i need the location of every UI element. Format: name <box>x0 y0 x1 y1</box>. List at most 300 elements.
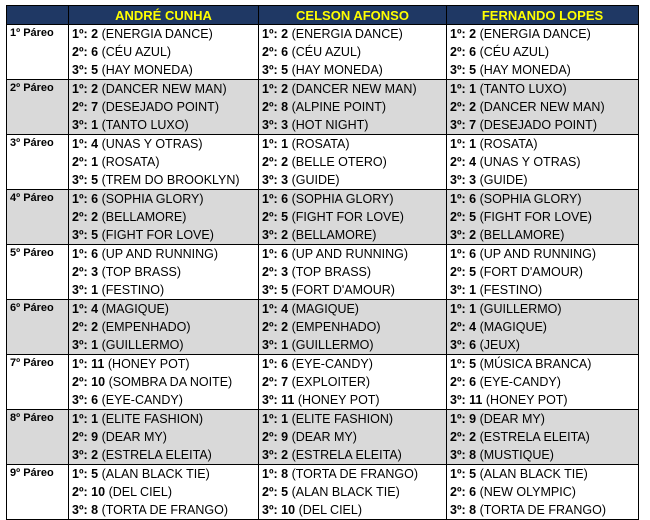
pick-horse-name: (DESEJADO POINT) <box>479 118 597 132</box>
pick-number: 10 <box>281 503 296 517</box>
pick-horse-name: (DEAR MY) <box>101 430 167 444</box>
pick-position: 1º: <box>262 357 278 371</box>
pick-position: 2º: <box>262 155 278 169</box>
pick-line <box>72 263 258 281</box>
pick-horse-name: (ROSATA) <box>291 137 350 151</box>
pick-line <box>450 190 638 208</box>
pick-number: 9 <box>469 412 477 426</box>
pick-number: 11 <box>281 393 295 407</box>
pick-position: 2º: <box>72 430 88 444</box>
pick-position: 3º: <box>262 228 278 242</box>
race-label: 2º Páreo <box>7 80 69 135</box>
pick-number: 10 <box>91 485 106 499</box>
pick-horse-name: (HOT NIGHT) <box>291 118 369 132</box>
pick-horse-name: (UP AND RUNNING) <box>479 247 597 261</box>
pick-horse-name: (TANTO LUXO) <box>479 82 567 96</box>
pick-horse-name: (FESTINO) <box>479 283 543 297</box>
pick-horse-name: (ENERGIA DANCE) <box>479 27 591 41</box>
pick-number: 2 <box>469 430 477 444</box>
pick-number: 2 <box>91 82 99 96</box>
pick-number: 11 <box>469 393 483 407</box>
table-row <box>7 355 639 410</box>
table-body <box>7 25 639 520</box>
header-celson-afonso: CELSON AFONSO <box>259 6 447 25</box>
pick-number: 7 <box>281 375 289 389</box>
pick-horse-name: (FIGHT FOR LOVE) <box>479 210 592 224</box>
pick-position: 1º: <box>72 412 88 426</box>
picks-table-wrapper <box>6 5 639 520</box>
pick-position: 1º: <box>262 247 278 261</box>
pick-position: 3º: <box>262 393 278 407</box>
pick-line <box>450 446 638 464</box>
pick-line <box>450 135 638 153</box>
pick-line <box>450 80 638 98</box>
pick-number: 3 <box>281 265 289 279</box>
pick-position: 1º: <box>450 192 466 206</box>
pick-position: 1º: <box>262 192 278 206</box>
pick-horse-name: (ENERGIA DANCE) <box>291 27 403 41</box>
pick-horse-name: (EYE-CANDY) <box>101 393 183 407</box>
pick-horse-name: (SOPHIA GLORY) <box>101 192 204 206</box>
pick-number: 8 <box>469 503 477 517</box>
pick-position: 2º: <box>450 210 466 224</box>
pick-horse-name: (BELLAMORE) <box>291 228 377 242</box>
pick-horse-name: (DANCER NEW MAN) <box>101 82 227 96</box>
pick-position: 1º: <box>262 467 278 481</box>
pick-horse-name: (FORT D'AMOUR) <box>291 283 395 297</box>
pick-line <box>262 336 446 354</box>
pick-line <box>450 25 638 43</box>
race-label: 3º Páreo <box>7 135 69 190</box>
race-label: 5º Páreo <box>7 245 69 300</box>
picks-cell <box>447 355 639 410</box>
pick-line <box>262 410 446 428</box>
pick-position: 1º: <box>450 82 466 96</box>
pick-position: 2º: <box>262 45 278 59</box>
picks-cell <box>259 25 447 80</box>
pick-line <box>450 428 638 446</box>
pick-line <box>72 410 258 428</box>
pick-number: 5 <box>281 283 289 297</box>
pick-position: 3º: <box>450 503 466 517</box>
pick-number: 9 <box>91 430 99 444</box>
pick-horse-name: (BELLE OTERO) <box>291 155 387 169</box>
pick-line <box>72 355 258 373</box>
pick-horse-name: (MAGIQUE) <box>101 302 169 316</box>
pick-line <box>450 208 638 226</box>
picks-cell <box>259 135 447 190</box>
pick-horse-name: (CÉU AZUL) <box>101 45 172 59</box>
table-row <box>7 135 639 190</box>
pick-line <box>262 226 446 244</box>
picks-cell <box>69 245 259 300</box>
header-fernando-lopes: FERNANDO LOPES <box>447 6 639 25</box>
pick-line <box>450 281 638 299</box>
pick-line <box>262 245 446 263</box>
pick-horse-name: (GUIDE) <box>479 173 528 187</box>
pick-position: 3º: <box>450 283 466 297</box>
pick-number: 5 <box>91 173 99 187</box>
pick-number: 5 <box>91 228 99 242</box>
pick-line <box>262 61 446 79</box>
pick-position: 2º: <box>72 265 88 279</box>
pick-line <box>72 501 258 519</box>
pick-number: 2 <box>281 82 289 96</box>
pick-number: 2 <box>469 228 477 242</box>
pick-number: 6 <box>469 45 477 59</box>
pick-number: 6 <box>469 485 477 499</box>
pick-position: 2º: <box>262 485 278 499</box>
picks-cell <box>447 25 639 80</box>
pick-horse-name: (FIGHT FOR LOVE) <box>101 228 214 242</box>
picks-cell <box>447 190 639 245</box>
pick-number: 4 <box>469 320 477 334</box>
pick-line <box>72 190 258 208</box>
pick-horse-name: (UNAS Y OTRAS) <box>479 155 581 169</box>
pick-number: 4 <box>91 137 99 151</box>
picks-cell <box>447 410 639 465</box>
picks-cell <box>69 80 259 135</box>
pick-position: 3º: <box>262 448 278 462</box>
pick-line <box>262 25 446 43</box>
pick-position: 3º: <box>262 63 278 77</box>
pick-horse-name: (ELITE FASHION) <box>101 412 204 426</box>
pick-line <box>450 226 638 244</box>
pick-horse-name: (HAY MONEDA) <box>479 63 571 77</box>
pick-position: 2º: <box>450 155 466 169</box>
pick-position: 3º: <box>72 338 88 352</box>
pick-number: 9 <box>281 430 289 444</box>
race-label: 1º Páreo <box>7 25 69 80</box>
pick-horse-name: (DANCER NEW MAN) <box>291 82 417 96</box>
pick-position: 2º: <box>450 375 466 389</box>
pick-horse-name: (DESEJADO POINT) <box>101 100 219 114</box>
pick-line <box>72 226 258 244</box>
pick-position: 2º: <box>72 155 88 169</box>
pick-line <box>262 300 446 318</box>
pick-position: 1º: <box>72 27 88 41</box>
pick-line <box>72 43 258 61</box>
pick-number: 1 <box>281 412 289 426</box>
pick-horse-name: (ESTRELA ELEITA) <box>479 430 590 444</box>
header-row <box>7 6 639 25</box>
pick-number: 1 <box>91 155 99 169</box>
pick-number: 6 <box>281 357 289 371</box>
pick-line <box>450 336 638 354</box>
pick-line <box>72 135 258 153</box>
pick-number: 2 <box>281 448 289 462</box>
pick-line <box>262 446 446 464</box>
pick-number: 1 <box>469 137 477 151</box>
pick-position: 2º: <box>450 430 466 444</box>
pick-line <box>262 465 446 483</box>
pick-position: 3º: <box>450 393 466 407</box>
pick-position: 2º: <box>262 430 278 444</box>
pick-number: 6 <box>469 338 477 352</box>
pick-number: 7 <box>469 118 477 132</box>
table-row <box>7 190 639 245</box>
pick-horse-name: (ALAN BLACK TIE) <box>101 467 210 481</box>
race-label: 8º Páreo <box>7 410 69 465</box>
pick-line <box>72 171 258 189</box>
pick-number: 8 <box>469 448 477 462</box>
pick-number: 2 <box>469 27 477 41</box>
pick-horse-name: (SOPHIA GLORY) <box>291 192 394 206</box>
pick-number: 5 <box>281 210 289 224</box>
picks-cell <box>69 410 259 465</box>
pick-position: 2º: <box>262 100 278 114</box>
pick-horse-name: (FIGHT FOR LOVE) <box>291 210 404 224</box>
pick-line <box>262 318 446 336</box>
pick-position: 1º: <box>450 247 466 261</box>
pick-line <box>72 153 258 171</box>
table-row <box>7 80 639 135</box>
pick-position: 2º: <box>262 210 278 224</box>
pick-line <box>72 336 258 354</box>
pick-horse-name: (NEW OLYMPIC) <box>479 485 576 499</box>
pick-horse-name: (DEAR MY) <box>479 412 545 426</box>
pick-position: 3º: <box>72 118 88 132</box>
picks-cell <box>69 355 259 410</box>
pick-position: 1º: <box>450 302 466 316</box>
pick-position: 1º: <box>72 247 88 261</box>
pick-position: 3º: <box>72 448 88 462</box>
pick-horse-name: (UP AND RUNNING) <box>291 247 409 261</box>
pick-horse-name: (MAGIQUE) <box>291 302 359 316</box>
pick-number: 4 <box>91 302 99 316</box>
pick-horse-name: (ROSATA) <box>479 137 538 151</box>
pick-line <box>72 245 258 263</box>
pick-horse-name: (DANCER NEW MAN) <box>479 100 605 114</box>
pick-horse-name: (HONEY POT) <box>485 393 568 407</box>
pick-line <box>450 465 638 483</box>
pick-line <box>450 98 638 116</box>
pick-line <box>72 483 258 501</box>
header-andre-cunha: ANDRÉ CUNHA <box>69 6 259 25</box>
pick-number: 5 <box>469 63 477 77</box>
pick-position: 2º: <box>450 45 466 59</box>
pick-number: 6 <box>91 192 99 206</box>
pick-line <box>72 428 258 446</box>
picks-cell <box>259 410 447 465</box>
pick-number: 8 <box>91 503 99 517</box>
pick-number: 5 <box>469 210 477 224</box>
picks-cell <box>259 355 447 410</box>
pick-position: 1º: <box>72 82 88 96</box>
pick-line <box>262 501 446 519</box>
pick-line <box>450 318 638 336</box>
pick-number: 5 <box>91 467 99 481</box>
pick-line <box>262 190 446 208</box>
pick-line <box>262 483 446 501</box>
pick-horse-name: (ELITE FASHION) <box>291 412 394 426</box>
pick-number: 5 <box>281 63 289 77</box>
pick-horse-name: (DEAR MY) <box>291 430 357 444</box>
picks-cell <box>447 80 639 135</box>
pick-position: 1º: <box>72 357 88 371</box>
pick-horse-name: (ALAN BLACK TIE) <box>479 467 588 481</box>
pick-horse-name: (TOP BRASS) <box>291 265 372 279</box>
pick-position: 3º: <box>262 503 278 517</box>
pick-line <box>450 501 638 519</box>
pick-horse-name: (CÉU AZUL) <box>479 45 550 59</box>
pick-position: 3º: <box>72 228 88 242</box>
race-label: 9º Páreo <box>7 465 69 520</box>
pick-line <box>262 208 446 226</box>
pick-line <box>450 43 638 61</box>
pick-position: 3º: <box>262 173 278 187</box>
pick-horse-name: (EMPENHADO) <box>101 320 191 334</box>
pick-number: 1 <box>469 283 477 297</box>
pick-position: 2º: <box>262 320 278 334</box>
pick-position: 3º: <box>72 63 88 77</box>
pick-position: 3º: <box>450 173 466 187</box>
picks-cell <box>447 135 639 190</box>
pick-horse-name: (HONEY POT) <box>297 393 380 407</box>
table-row <box>7 25 639 80</box>
pick-number: 3 <box>281 118 289 132</box>
pick-position: 1º: <box>72 467 88 481</box>
pick-position: 1º: <box>450 357 466 371</box>
pick-position: 3º: <box>450 338 466 352</box>
pick-line <box>450 300 638 318</box>
pick-number: 8 <box>281 467 289 481</box>
pick-line <box>72 373 258 391</box>
pick-horse-name: (ENERGIA DANCE) <box>101 27 213 41</box>
pick-line <box>450 263 638 281</box>
pick-position: 1º: <box>262 302 278 316</box>
pick-line <box>450 483 638 501</box>
pick-line <box>72 98 258 116</box>
pick-horse-name: (TOP BRASS) <box>101 265 182 279</box>
pick-number: 2 <box>281 155 289 169</box>
pick-number: 6 <box>281 45 289 59</box>
pick-number: 6 <box>281 247 289 261</box>
pick-number: 8 <box>281 100 289 114</box>
picks-cell <box>69 135 259 190</box>
table-header <box>7 6 639 25</box>
pick-horse-name: (TANTO LUXO) <box>101 118 189 132</box>
pick-horse-name: (ROSATA) <box>101 155 160 169</box>
pick-horse-name: (FORT D'AMOUR) <box>479 265 583 279</box>
pick-horse-name: (UNAS Y OTRAS) <box>101 137 203 151</box>
pick-position: 1º: <box>450 137 466 151</box>
pick-line <box>72 391 258 409</box>
pick-horse-name: (TREM DO BROOKLYN) <box>101 173 240 187</box>
pick-line <box>72 281 258 299</box>
table-row <box>7 410 639 465</box>
pick-horse-name: (EXPLOITER) <box>291 375 371 389</box>
pick-line <box>262 153 446 171</box>
pick-line <box>262 373 446 391</box>
pick-line <box>262 80 446 98</box>
picks-cell <box>447 300 639 355</box>
pick-position: 3º: <box>72 283 88 297</box>
pick-position: 2º: <box>72 375 88 389</box>
pick-line <box>450 355 638 373</box>
pick-position: 1º: <box>72 137 88 151</box>
pick-line <box>262 43 446 61</box>
picks-cell <box>69 300 259 355</box>
pick-number: 4 <box>469 155 477 169</box>
pick-line <box>262 428 446 446</box>
pick-number: 3 <box>91 265 99 279</box>
pick-line <box>262 263 446 281</box>
pick-line <box>72 80 258 98</box>
pick-number: 6 <box>91 247 99 261</box>
pick-number: 2 <box>91 210 99 224</box>
pick-position: 3º: <box>262 338 278 352</box>
pick-horse-name: (GUILLERMO) <box>291 338 374 352</box>
pick-horse-name: (BELLAMORE) <box>479 228 565 242</box>
pick-position: 1º: <box>450 412 466 426</box>
pick-position: 2º: <box>450 100 466 114</box>
pick-position: 2º: <box>72 45 88 59</box>
pick-line <box>450 116 638 134</box>
pick-number: 6 <box>91 393 99 407</box>
pick-position: 2º: <box>450 485 466 499</box>
pick-horse-name: (HAY MONEDA) <box>101 63 193 77</box>
table-row <box>7 465 639 520</box>
pick-position: 1º: <box>450 467 466 481</box>
pick-horse-name: (UP AND RUNNING) <box>101 247 219 261</box>
pick-line <box>72 208 258 226</box>
pick-number: 2 <box>91 448 99 462</box>
pick-position: 2º: <box>72 485 88 499</box>
pick-line <box>262 135 446 153</box>
pick-line <box>72 116 258 134</box>
pick-position: 3º: <box>450 448 466 462</box>
pick-line <box>72 61 258 79</box>
pick-number: 6 <box>281 192 289 206</box>
pick-line <box>72 446 258 464</box>
pick-horse-name: (ESTRELA ELEITA) <box>101 448 212 462</box>
pick-horse-name: (ALPINE POINT) <box>291 100 387 114</box>
pick-line <box>262 116 446 134</box>
pick-position: 2º: <box>72 100 88 114</box>
picks-cell <box>69 465 259 520</box>
pick-horse-name: (DEL CIEL) <box>298 503 363 517</box>
pick-horse-name: (HONEY POT) <box>107 357 190 371</box>
pick-line <box>450 391 638 409</box>
pick-horse-name: (GUIDE) <box>291 173 340 187</box>
pick-number: 6 <box>469 375 477 389</box>
pick-horse-name: (JEUX) <box>479 338 520 352</box>
pick-number: 5 <box>469 265 477 279</box>
picks-table <box>6 5 639 520</box>
pick-position: 2º: <box>262 375 278 389</box>
pick-position: 2º: <box>450 265 466 279</box>
pick-line <box>262 171 446 189</box>
race-label: 6º Páreo <box>7 300 69 355</box>
pick-horse-name: (SOMBRA DA NOITE) <box>108 375 233 389</box>
pick-number: 10 <box>91 375 106 389</box>
pick-line <box>72 300 258 318</box>
pick-number: 2 <box>281 228 289 242</box>
pick-horse-name: (CÉU AZUL) <box>291 45 362 59</box>
pick-number: 2 <box>91 27 99 41</box>
pick-line <box>72 25 258 43</box>
picks-cell <box>259 80 447 135</box>
pick-position: 3º: <box>262 118 278 132</box>
picks-cell <box>259 190 447 245</box>
pick-position: 3º: <box>262 283 278 297</box>
pick-number: 11 <box>91 357 105 371</box>
pick-number: 1 <box>91 412 99 426</box>
pick-horse-name: (FESTINO) <box>101 283 165 297</box>
pick-number: 2 <box>281 27 289 41</box>
pick-number: 2 <box>91 320 99 334</box>
